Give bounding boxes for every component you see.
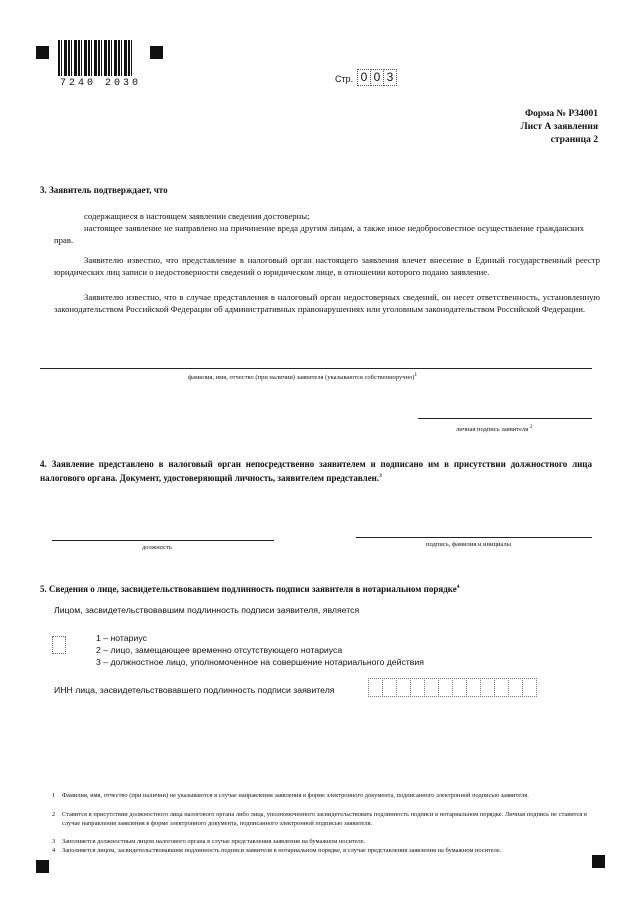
- option-official: 3 – должностное лицо, уполномоченное на совершение нотариального действия: [96, 657, 424, 667]
- footnote-3: 3 Заполняется должностным лицом налогового органа в случае представления заявления на бумажном носителе.: [52, 838, 366, 845]
- inn-cell[interactable]: [480, 678, 495, 697]
- option-notary: 1 – нотариус: [96, 633, 147, 643]
- inn-cell[interactable]: [396, 678, 411, 697]
- sheet-name: Лист А заявления: [520, 122, 598, 132]
- inn-cell[interactable]: [494, 678, 509, 697]
- section5-title: 5. Сведения о лице, засвидетельствовавшем подлинность подписи заявителя в нотариальном порядке$^4$: [40, 584, 460, 594]
- page-digit: 0: [357, 69, 371, 86]
- inn-cell[interactable]: [508, 678, 523, 697]
- registration-marker-bottom-left: [36, 860, 49, 873]
- footnote-2: 2 Ставится в присутствии должностного лица налогового органа либо лица, уполномоченного засвидетельствовать подлинность подписи в нотариальном порядке. Личная подпись не ставится в случае направления заявления в форме электронного документа, подписанного электронной подписью заявителя.: [52, 811, 587, 827]
- inn-cell[interactable]: [368, 678, 383, 697]
- form-number: Форма № Р34001: [524, 109, 598, 119]
- position-caption: должность: [142, 544, 172, 551]
- section3-paragraph-2: Заявителю известно, что в случае представления в налоговый орган недостоверных сведений, он несет ответственность, установленную законодательством Российской Федерации об административных правонарушениях или уголовным законодательством Российской Федерации.: [54, 292, 600, 314]
- signature-caption: личная подпись заявителя $^2$: [456, 424, 533, 434]
- official-signature-caption: подпись, фамилия и инициалы: [426, 541, 511, 548]
- registration-marker-bottom-right: [592, 855, 605, 868]
- fio-caption: фамилия, имя, отчество (при наличии) заявителя (указываются собственноручно)$^1$: [188, 372, 418, 382]
- inn-input[interactable]: [368, 678, 536, 697]
- inn-cell[interactable]: [438, 678, 453, 697]
- footnote-4: 4 Заполняется лицом, засвидетельствовавшим подлинность подписи заявителя в нотариальном порядке, в случае представления заявления на бумажном носителе.: [52, 847, 502, 854]
- inn-cell[interactable]: [410, 678, 425, 697]
- confirm-line-1: содержащиеся в настоящем заявлении сведения достоверны;: [84, 211, 310, 221]
- footnote-1: 1 Фамилия, имя, отчество (при наличии) не указываются в случае направления заявления в форме электронного документа, подписанного электронной подписью заявителя.: [52, 792, 529, 799]
- notary-type-input[interactable]: [52, 636, 66, 654]
- section3-paragraph-1: Заявителю известно, что представление в налоговый орган настоящего заявления влечет внесение в Единый государственный реестр юридических лиц записи о недостоверности сведений о юридическом лице, в отношении которого подано заявление.: [54, 255, 600, 277]
- page-number-cells: [357, 69, 396, 86]
- section5-intro: Лицом, засвидетельствовавшим подлинность подписи заявителя, является: [54, 605, 360, 615]
- section3-title: 3. Заявитель подтверждает, что: [40, 185, 168, 195]
- page-label: Стр.: [335, 74, 354, 84]
- option-substitute: 2 – лицо, замещающее временно отсутствующего нотариуса: [96, 645, 343, 655]
- page-digit: 3: [383, 69, 397, 86]
- signature-line: [418, 418, 592, 419]
- official-signature-line: [356, 537, 592, 538]
- fio-line: [40, 368, 592, 369]
- section4-title: 4. Заявление представлено в налоговый орган непосредственно заявителем и подписано им в присутствии должностного лица налогового органа. Документ, удостоверяющий личность, заявителем представлен.$^3$: [40, 459, 592, 483]
- inn-label: ИНН лица, засвидетельствовавшего подлинность подписи заявителя: [54, 685, 335, 695]
- page-digit: 0: [370, 69, 384, 86]
- sheet-page: страница 2: [550, 135, 598, 145]
- position-line: [52, 540, 274, 541]
- form-info: [521, 108, 598, 147]
- inn-cell[interactable]: [452, 678, 467, 697]
- barcode: [58, 40, 134, 76]
- barcode-number: 7240 2030: [60, 78, 142, 89]
- inn-cell[interactable]: [522, 678, 537, 697]
- inn-cell[interactable]: [424, 678, 439, 697]
- inn-cell[interactable]: [466, 678, 481, 697]
- registration-marker-top-right: [150, 46, 163, 59]
- inn-cell[interactable]: [382, 678, 397, 697]
- confirm-line-2: настоящее заявление не направлено на причинение вреда другим лицам, а также иное недобросовестное осуществление гражданских прав.: [54, 223, 584, 245]
- registration-marker-top-left: [36, 46, 49, 59]
